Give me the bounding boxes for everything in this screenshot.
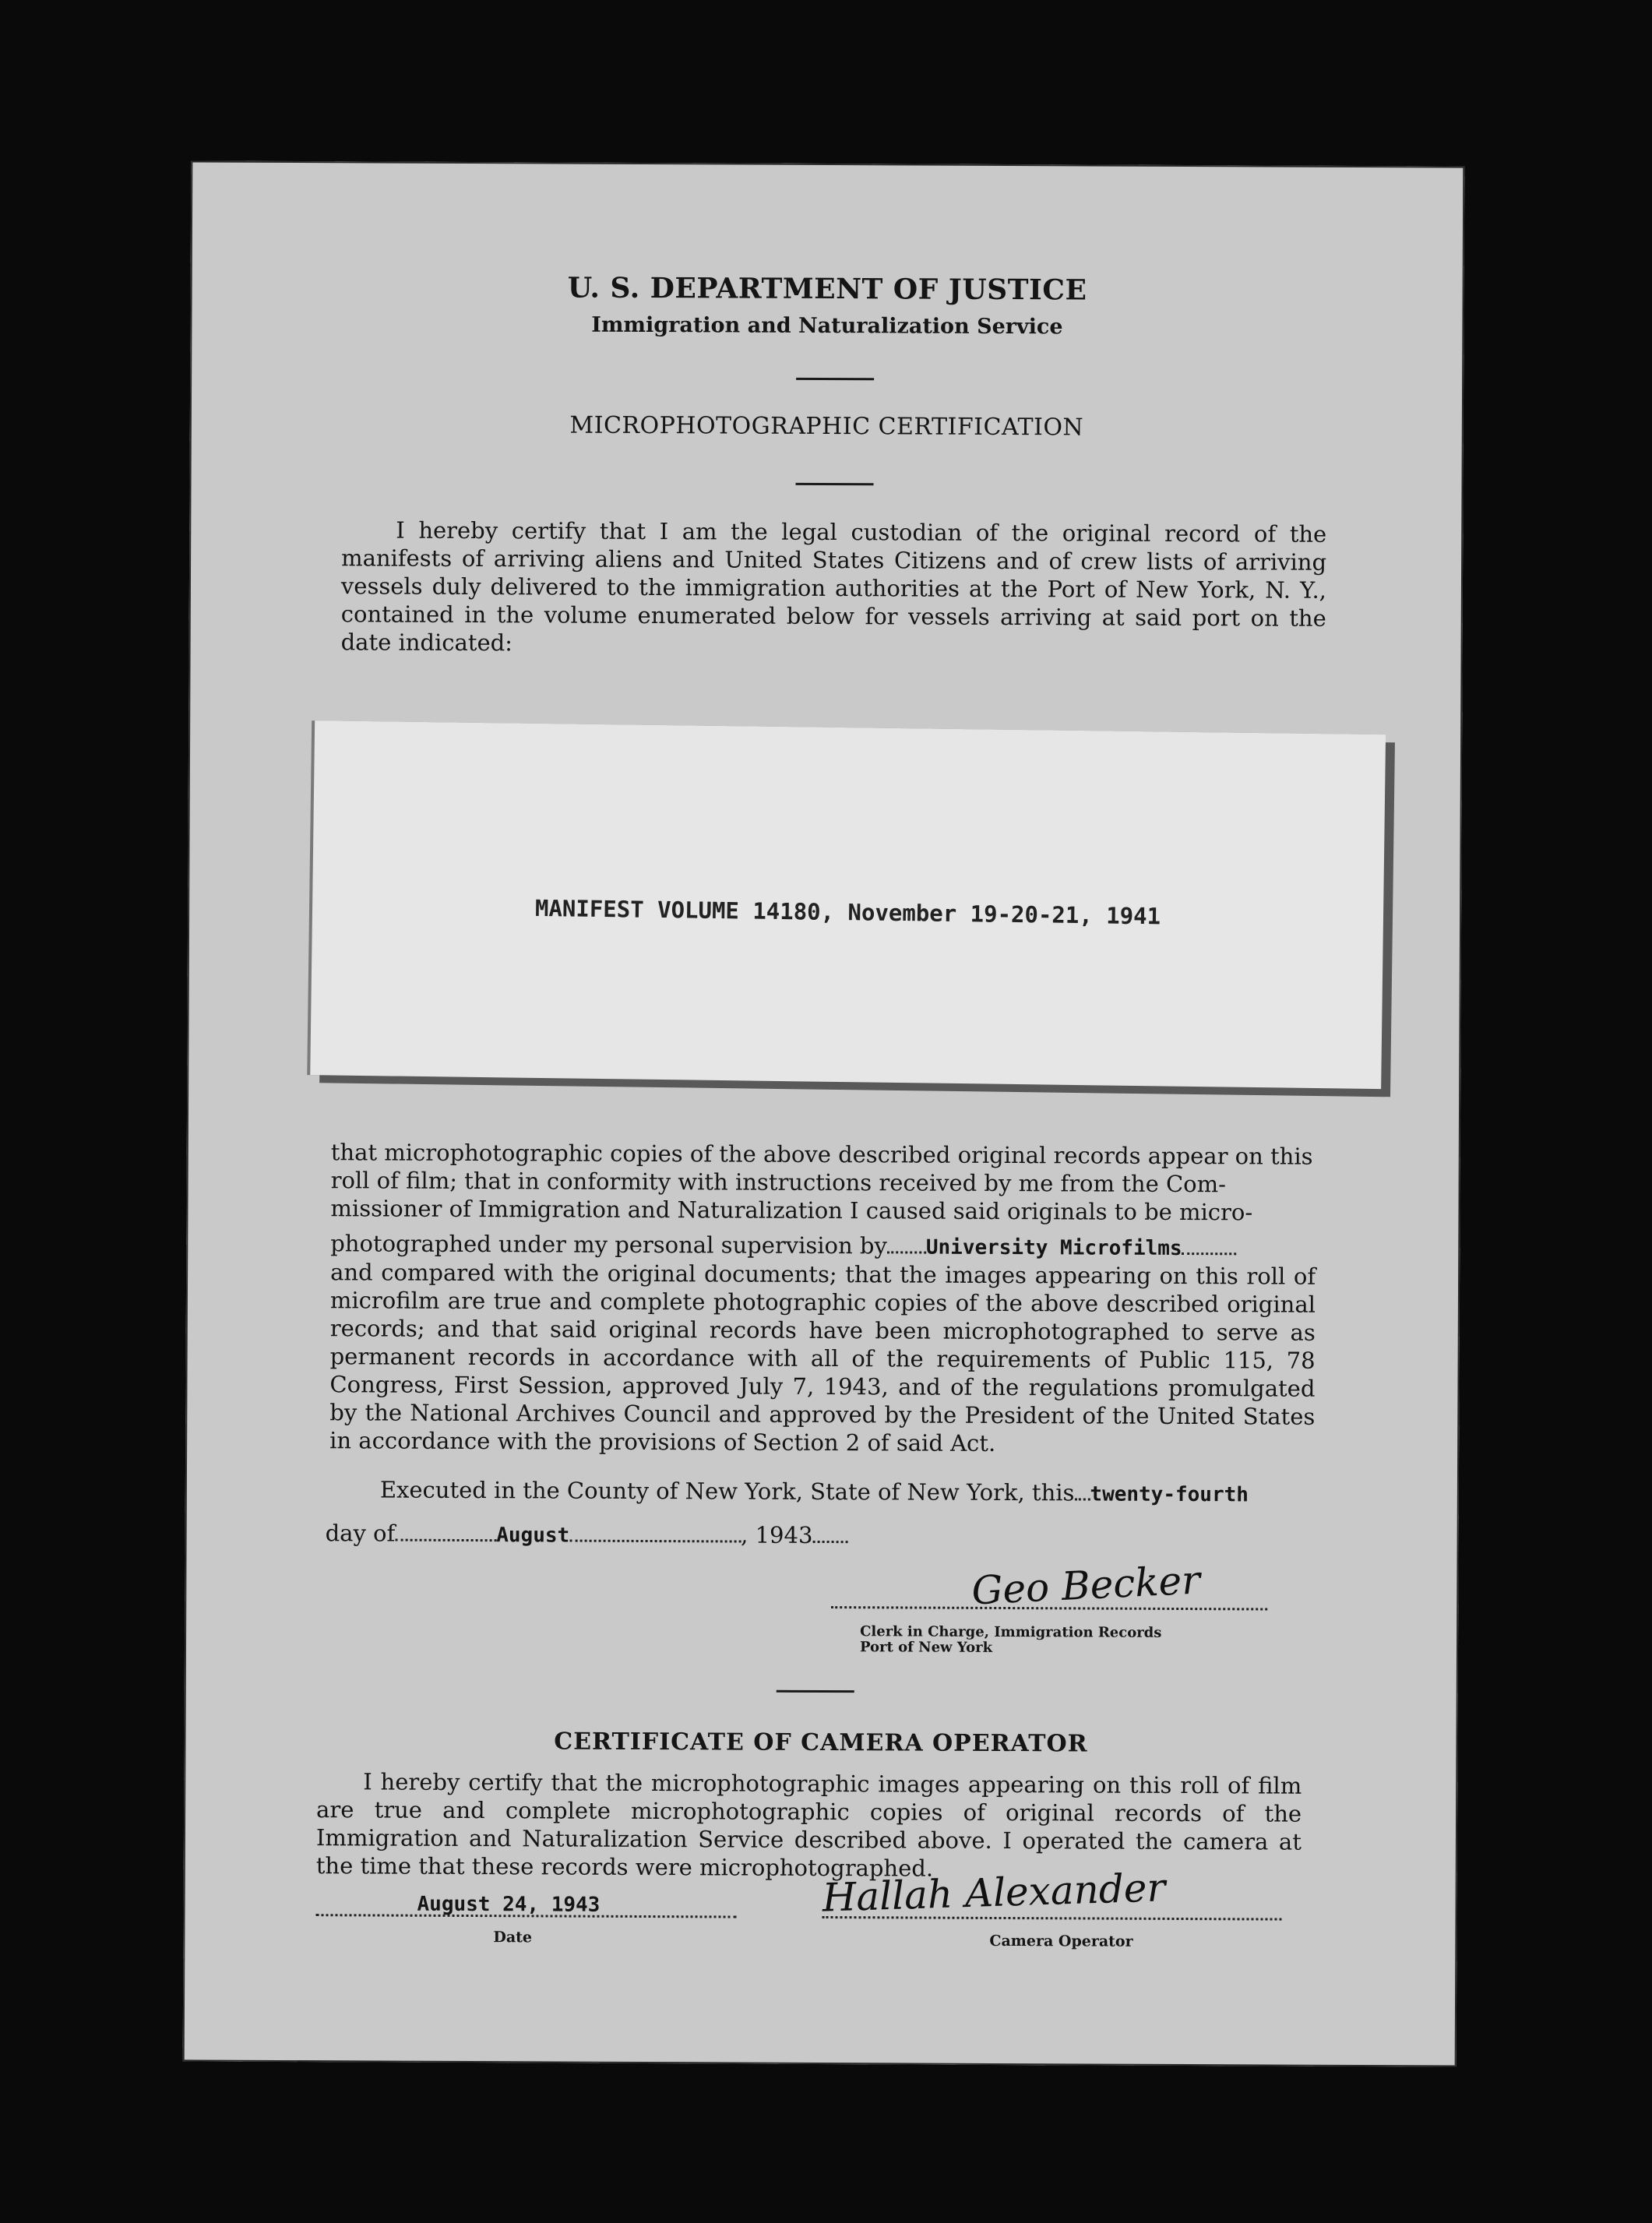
operator-label: Camera Operator: [989, 1932, 1133, 1950]
body-line: roll of film; that in conformity with instructions received by me from the Com-: [330, 1167, 1227, 1198]
operator-date: August 24, 1943: [417, 1892, 601, 1917]
execution-month: August: [496, 1524, 570, 1548]
execution-year: , 1943: [741, 1521, 813, 1548]
fill-dots: [569, 1540, 741, 1543]
service-subheading: Immigration and Naturalization Service: [591, 312, 1063, 340]
execution-day: twenty-fourth: [1090, 1482, 1249, 1507]
clerk-title: [860, 1624, 1162, 1657]
body-line: missioner of Immigration and Naturalization I caused said originals to be micro-: [330, 1195, 1253, 1226]
fill-dots: [887, 1251, 926, 1253]
supervisor-name: University Microfilms: [925, 1235, 1182, 1261]
supervision-line: [330, 1230, 1237, 1260]
department-heading: U. S. DEPARTMENT OF JUSTICE: [567, 271, 1087, 307]
certification-title: MICROPHOTOGRAPHIC CERTIFICATION: [569, 411, 1084, 442]
certificate-page: [183, 160, 1465, 2066]
divider-rule: [777, 1690, 854, 1693]
clerk-signature: Geo Becker: [970, 1557, 1202, 1614]
fill-dots: [395, 1539, 496, 1542]
fill-dots: [1182, 1252, 1237, 1255]
body-line: that microphotographic copies of the above described original records appear on this: [330, 1139, 1313, 1170]
manifest-volume-text: MANIFEST VOLUME 14180, November 19-20-21, 1941: [534, 894, 1161, 930]
supervision-prefix: photographed under my personal supervision by: [330, 1230, 887, 1259]
body-paragraph: and compared with the original documents; that the images appearing on this roll of microfilm are true and complete photographic copies of the above described original records; and that said original records have been microphotographed to serve as permanent records in accordance with all of the requirements of Public 115, 78 Congress, First Session, approved July 7, 1943, and of the regulations promulgated by the National Archives Council and approved by the President of the United States in accordance with the provisions of Section 2 of said Act.: [329, 1259, 1316, 1457]
execution-line: [380, 1477, 1249, 1507]
clerk-title-line: Port of New York: [859, 1639, 993, 1656]
fill-dots: [1074, 1498, 1090, 1500]
camera-operator-paragraph: I hereby certify that the microphotographic images appearing on this roll of film are true and complete microphotographic copies of original records of the Immigration and Naturalization Service described above. I operated the camera at the time that these records were microphotographed.: [315, 1768, 1302, 1882]
operator-signature: Hallah Alexander: [821, 1865, 1167, 1921]
divider-rule: [796, 378, 874, 380]
intro-paragraph: I hereby certify that I am the legal custodian of the original record of the manifests of arriving aliens and United States Citizens and of crew lists of arriving vessels duly delivered to the immigration authorities at the Port of New York, N. Y., contained in the volume enumerated below for vessels arriving at said port on the date indicated:: [340, 516, 1327, 657]
day-of-label: day of: [325, 1520, 396, 1547]
divider-rule: [796, 483, 874, 485]
clerk-title-line: Clerk in Charge, Immigration Records: [860, 1623, 1162, 1641]
manifest-volume-slip: [310, 720, 1386, 1089]
camera-operator-title: CERTIFICATE OF CAMERA OPERATOR: [554, 1728, 1088, 1758]
date-label: Date: [493, 1929, 533, 1946]
execution-prefix: Executed in the County of New York, State of New York, this: [379, 1476, 1075, 1506]
fill-dots: [812, 1541, 847, 1543]
day-of-line: [326, 1520, 848, 1548]
